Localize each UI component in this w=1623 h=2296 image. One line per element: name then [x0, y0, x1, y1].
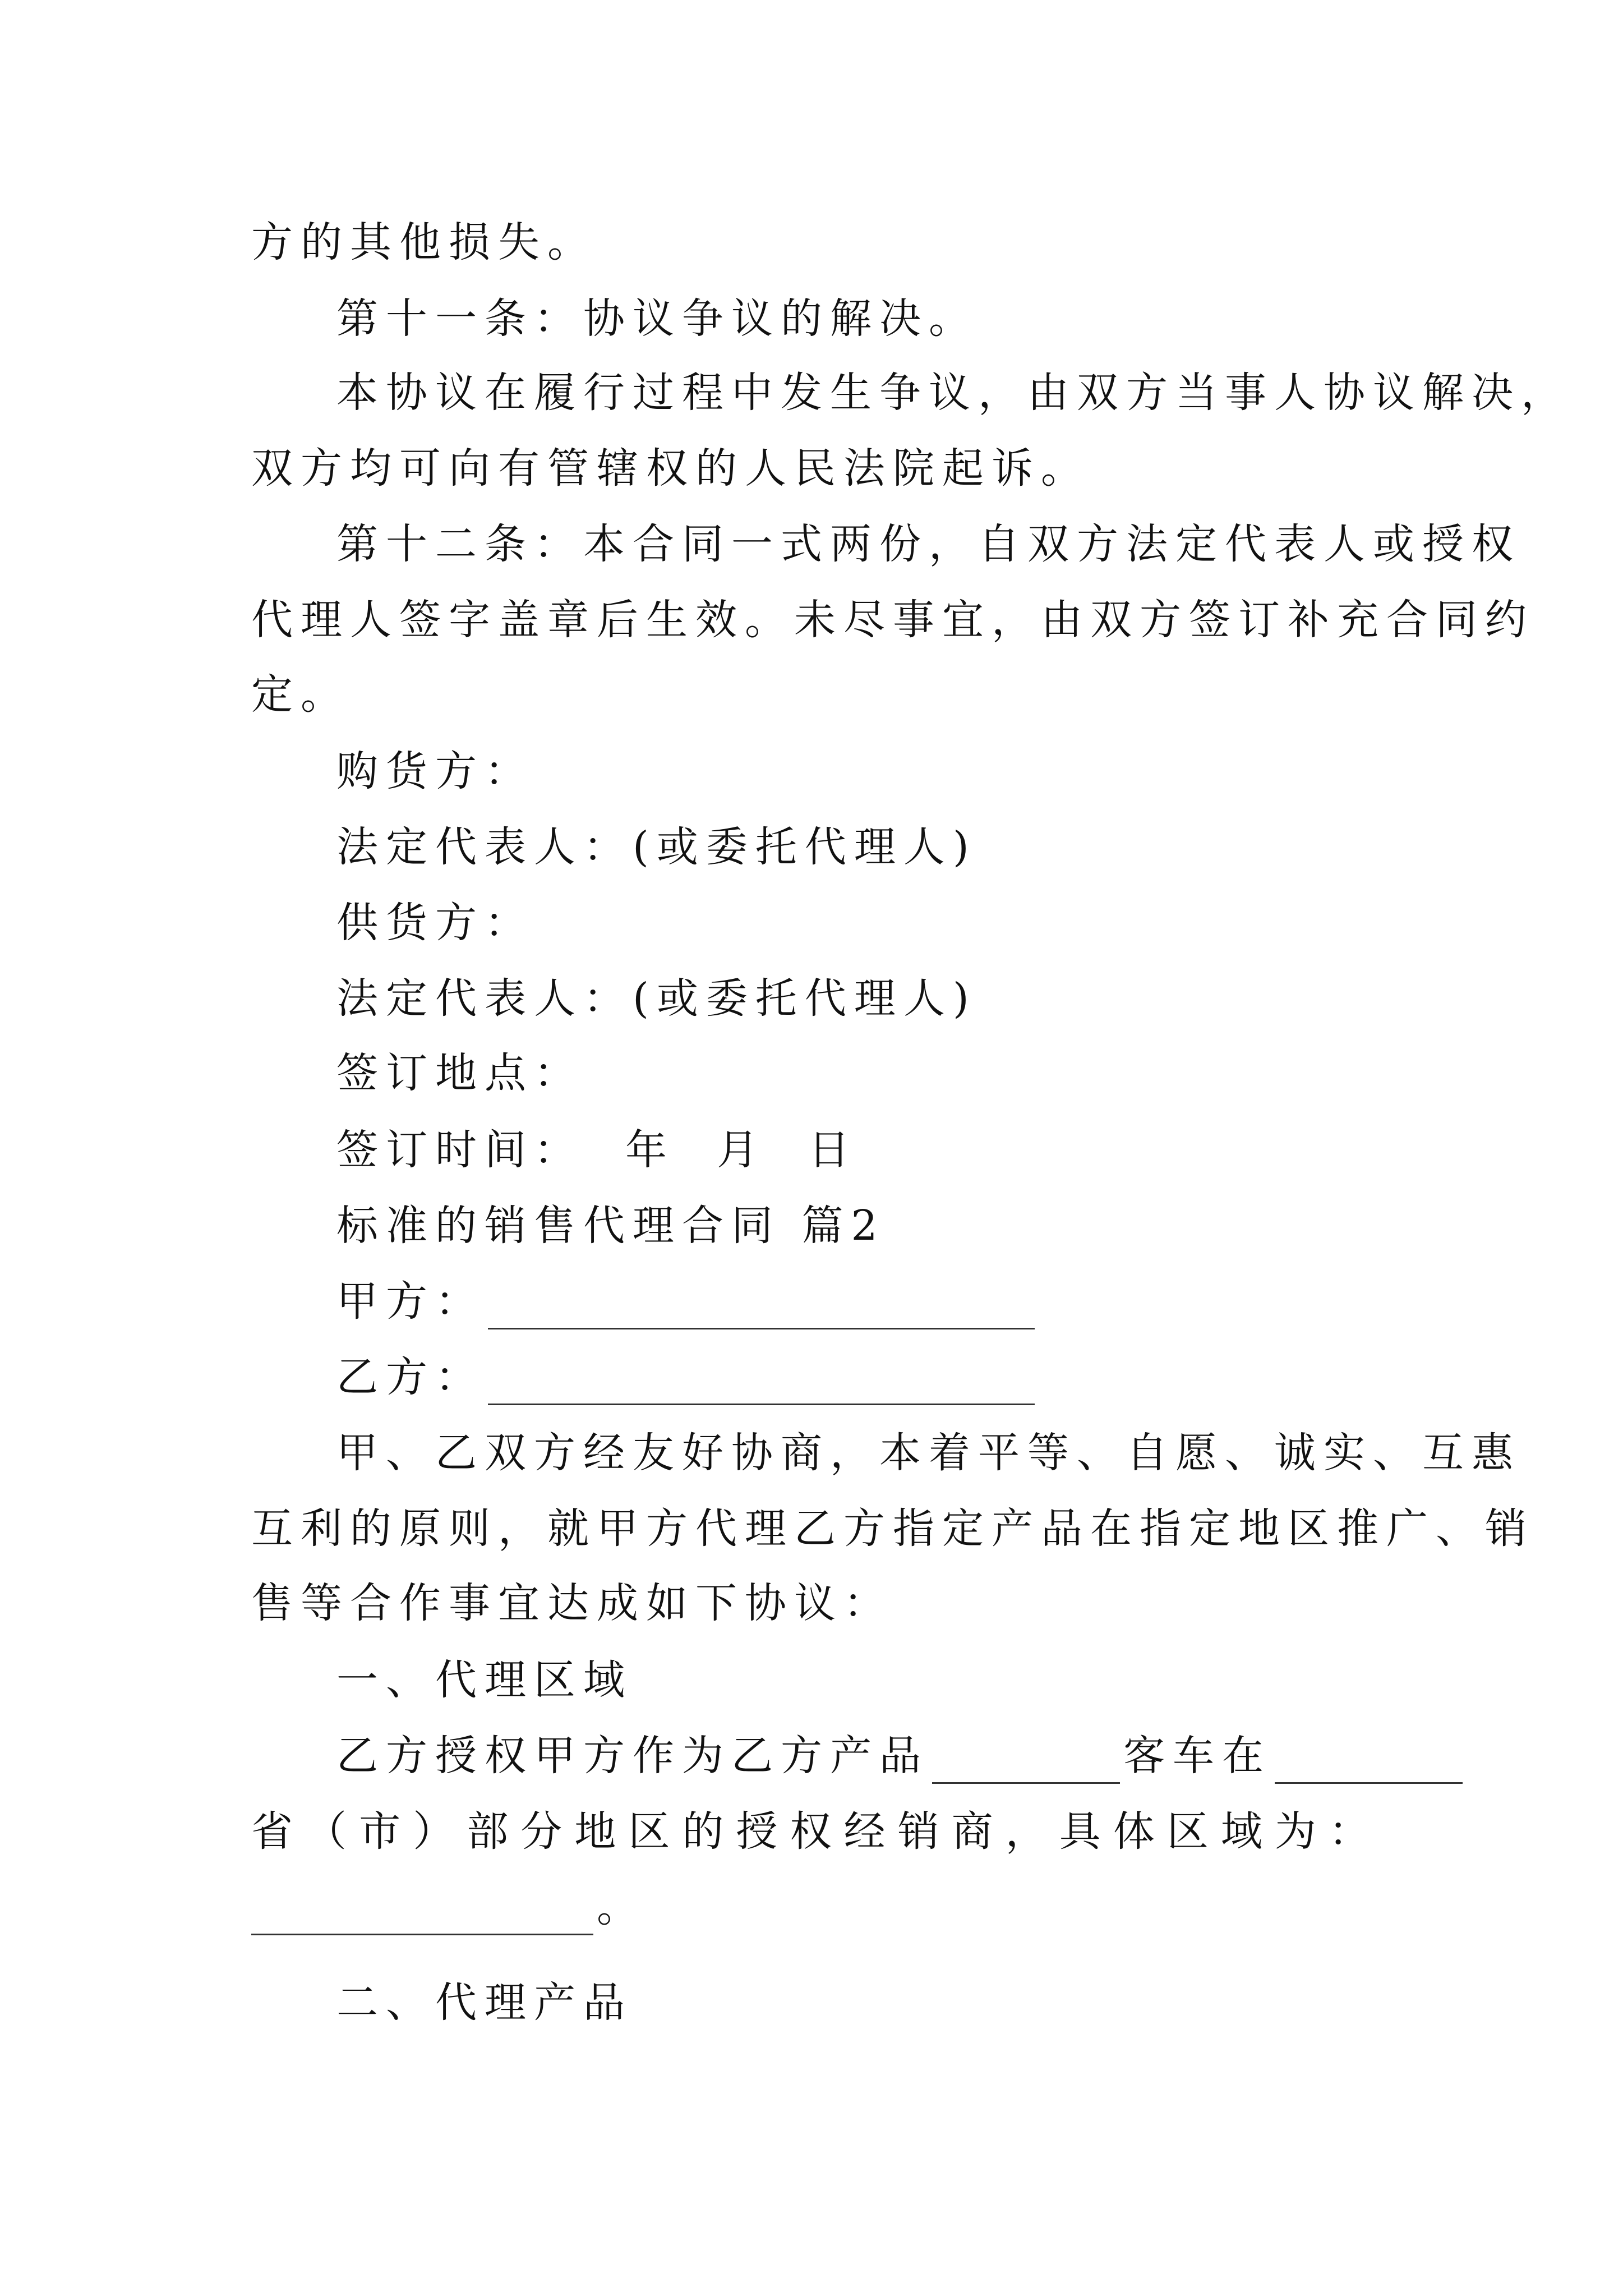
char: 省: [251, 1807, 293, 1856]
buyer-representative-label: 法定代表人：(或委托代理人): [336, 823, 977, 871]
char: 部: [467, 1807, 509, 1856]
text-line: 代理人签字盖章后生效。未尽事宜，由双方签订补充合同约: [251, 596, 1534, 644]
supplier-representative-label: 法定代表人：(或委托代理人): [336, 974, 977, 1023]
text-fragment: 乙方授权甲方作为乙方产品: [336, 1732, 929, 1780]
text-line: 方的其他损失。: [251, 218, 597, 266]
text-line: 定。: [251, 670, 350, 719]
justified-text-line: [251, 1803, 1370, 1860]
signing-place-label: 签订地点：: [336, 1049, 583, 1097]
party-a-blank: [488, 1284, 1035, 1329]
char: 分: [520, 1807, 562, 1856]
char: 具: [1059, 1807, 1101, 1856]
clause-2-heading: 二、代理产品: [336, 1978, 633, 2027]
product-blank: [932, 1738, 1120, 1784]
char: 市: [359, 1807, 401, 1856]
char: 销: [897, 1807, 939, 1856]
signing-date-label: 签订时间： 年 月 日: [336, 1126, 858, 1174]
party-b-line: [336, 1349, 1486, 1405]
party-b-label: 乙方：: [336, 1353, 485, 1401]
char: 为: [1274, 1807, 1316, 1856]
article-11-heading: 第十一条：协议争议的解决。: [336, 295, 978, 343]
char: 区: [628, 1807, 670, 1856]
char: 体: [1113, 1807, 1155, 1856]
text-fragment: 。: [597, 1883, 646, 1931]
supplier-label: 供货方：: [336, 899, 534, 947]
char: 经: [843, 1807, 886, 1856]
text-line: 双方均可向有管辖权的人民法院起诉。: [251, 444, 1090, 493]
party-a-line: [336, 1273, 1486, 1329]
char: ）: [413, 1807, 455, 1856]
article-12-heading: 第十二条：本合同一式两份，自双方法定代表人或授权: [336, 520, 1521, 568]
char: 授: [736, 1807, 778, 1856]
char: 的: [682, 1807, 724, 1856]
text-line: 本协议在履行过程中发生争议，由双方当事人协议解决，: [336, 369, 1570, 417]
text-line: 售等合作事宜达成如下协议：: [251, 1579, 893, 1627]
char: ：: [1328, 1807, 1370, 1856]
clause-1-heading: 一、代理区域: [336, 1656, 633, 1704]
char: ，: [1005, 1807, 1047, 1856]
char: 区: [1166, 1807, 1209, 1856]
char: （: [305, 1807, 347, 1856]
province-blank: [1275, 1738, 1463, 1784]
text-line: [336, 1728, 1486, 1784]
region-line: [251, 1879, 1401, 1935]
region-blank: [251, 1890, 593, 1935]
section-title: 标准的销售代理合同 篇2: [336, 1202, 886, 1250]
text-fragment: 客车在: [1123, 1732, 1271, 1780]
party-b-blank: [488, 1360, 1035, 1405]
char: 商: [951, 1807, 993, 1856]
char: 域: [1220, 1807, 1262, 1856]
party-a-label: 甲方：: [336, 1277, 485, 1326]
char: 地: [574, 1807, 616, 1856]
char: 权: [790, 1807, 832, 1856]
buyer-label: 购货方：: [336, 747, 534, 795]
text-line: 甲、乙双方经友好协商，本着平等、自愿、诚实、互惠: [336, 1429, 1521, 1477]
text-line: 互利的原则，就甲方代理乙方指定产品在指定地区推广、销: [251, 1504, 1534, 1553]
